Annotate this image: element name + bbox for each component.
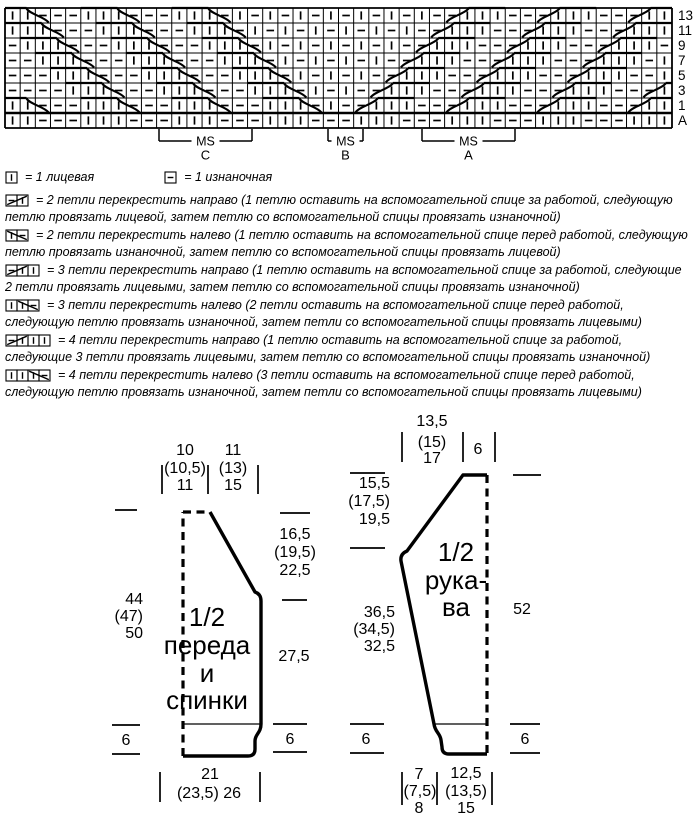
sleeve-title: ва xyxy=(442,592,470,622)
front-title: переда xyxy=(163,630,251,660)
legend-item xyxy=(5,262,691,296)
legend-item-text: = 2 петли перекрестить налево (1 петлю оставить на вспомогательной спице перед работой, следующую петлю провязать изнаночной, затем петлю со вспомогательной спицы провязать лицевой) xyxy=(5,228,688,259)
sleeve-cap-height: (17,5) xyxy=(348,493,390,510)
front-side-seam: 27,5 xyxy=(278,648,310,665)
front-neck-width: 11 xyxy=(224,442,242,459)
sleeve-cap-height: 19,5 xyxy=(358,511,390,528)
front-neck-width: 15 xyxy=(224,477,242,494)
stitch-symbol-2-cross-right xyxy=(5,194,29,207)
sleeve-total-length: 52 xyxy=(513,601,531,618)
ms-marker-label: MS xyxy=(336,134,355,149)
stitch-symbol-purl xyxy=(164,171,177,184)
sleeve-seam-length: 36,5 xyxy=(363,604,395,621)
stitch-symbol-3-cross-right xyxy=(5,264,40,277)
legend-row-basic xyxy=(5,167,691,188)
legend-item xyxy=(5,367,691,401)
stitch-symbol-4-cross-left xyxy=(5,369,51,382)
sleeve-top-slope-width: (15) xyxy=(417,434,447,451)
legend-item-text: = 4 петли перекрестить налево (3 петли оставить на вспомогательной спице перед работой, следующую петлю провязать изнаночной, затем петли со вспомогательной спицы провязать лицевыми) xyxy=(5,368,642,399)
schematic-sleeve xyxy=(348,413,541,817)
chart-label: 7 xyxy=(678,53,686,69)
front-armhole-depth: 22,5 xyxy=(279,562,311,579)
schematic-front-back xyxy=(112,442,316,802)
ms-marker-letter: B xyxy=(341,147,350,163)
sleeve-title: 1/2 xyxy=(437,537,475,567)
front-neck-width: (13) xyxy=(218,460,248,477)
sleeve-top-slope-width: 13,5 xyxy=(416,413,448,430)
sleeve-cuff-slope-width: 8 xyxy=(414,800,424,817)
front-bottom-width: 21 xyxy=(201,766,219,783)
legend-item xyxy=(5,227,691,261)
front-body-height: 44 xyxy=(125,591,143,608)
sleeve-cuff-width: (13,5) xyxy=(445,783,487,800)
legend-item-text: = 4 петли перекрестить направо (1 петлю оставить на вспомогательной спице за работой, следующие 3 петли провязать лицевыми, затем петлю со вспомогательной спицы провязать изнаночной) xyxy=(5,333,651,364)
sleeve-cuff-width: 15 xyxy=(457,800,475,817)
ms-marker-letter: A xyxy=(464,147,473,163)
sleeve-title: рука- xyxy=(424,565,488,595)
ms-marker-letter: C xyxy=(200,147,211,163)
sleeve-cuff-width: 12,5 xyxy=(450,765,482,782)
front-armhole-depth: (19,5) xyxy=(274,544,316,561)
stitch-legend xyxy=(0,165,695,401)
front-armhole-depth: 16,5 xyxy=(279,526,311,543)
front-body-height: (47) xyxy=(114,608,143,625)
stitch-symbol-2-cross-left xyxy=(5,229,29,242)
legend-item-text: = 2 петли перекрестить направо (1 петлю оставить на вспомогательной спице за работой, следующую петлю провязать лицевой, затем петлю со вспомогательной спицы провязать изнаночной) xyxy=(5,193,673,224)
stitch-symbol-knit xyxy=(5,171,18,184)
front-shoulder-width: (10,5) xyxy=(164,460,206,477)
legend-item-text: = 1 лицевая xyxy=(25,170,95,184)
front-shoulder-width: 10 xyxy=(176,442,194,459)
stitch-symbol-3-cross-left xyxy=(5,299,40,312)
legend-item xyxy=(5,332,691,366)
legend-item xyxy=(164,169,272,186)
chart-label: 13 xyxy=(678,8,694,24)
front-bottom-width: (23,5) 26 xyxy=(176,785,242,802)
front-shoulder-width: 11 xyxy=(176,477,194,494)
chart-label: A xyxy=(678,113,688,129)
chart-label: 3 xyxy=(678,83,686,99)
front-title: 1/2 xyxy=(188,602,226,632)
chart-label: 1 xyxy=(678,98,686,114)
legend-item-text: = 3 петли перекрестить направо (1 петлю оставить на вспомогательной спице за работой, следующие 2 петли провязать лицевыми, затем петлю со вспомогательной спицы провязать изнаночной) xyxy=(5,263,682,294)
sleeve-cap-height: 15,5 xyxy=(358,475,390,492)
legend-item xyxy=(5,169,94,186)
sleeve-seam-length: (34,5) xyxy=(353,621,395,638)
sleeve-seam-length: 32,5 xyxy=(363,638,395,655)
ms-marker-label: MS xyxy=(196,134,215,149)
garment-schematics xyxy=(0,402,695,836)
legend-item xyxy=(5,192,691,226)
stitch-chart xyxy=(0,0,695,165)
front-rib-height: 6 xyxy=(285,731,295,748)
sleeve-rib-height: 6 xyxy=(520,731,530,748)
stitch-symbol-4-cross-right xyxy=(5,334,51,347)
legend-item xyxy=(5,297,691,331)
sleeve-cuff-slope-width: 7 xyxy=(414,766,424,783)
front-rib-height: 6 xyxy=(121,732,131,749)
front-title: спинки xyxy=(166,685,248,715)
front-body-height: 50 xyxy=(125,625,143,642)
legend-item-text: = 3 петли перекрестить налево (2 петли оставить на вспомогательной спице перед работой, следующую петлю провязать изнаночной, затем петли со вспомогательной спицы провязать лицевыми) xyxy=(5,298,642,329)
sleeve-top-flat-width: 6 xyxy=(473,441,483,458)
front-title: и xyxy=(199,658,215,688)
sleeve-cuff-slope-width: (7,5) xyxy=(403,783,437,800)
ms-marker-label: MS xyxy=(459,134,478,149)
chart-label: 11 xyxy=(678,23,693,39)
legend-item-text: = 1 изнаночная xyxy=(184,170,273,184)
chart-label: 5 xyxy=(678,68,686,84)
sleeve-top-slope-width: 17 xyxy=(423,450,441,467)
chart-label: 9 xyxy=(678,38,686,54)
sleeve-rib-height: 6 xyxy=(361,731,371,748)
